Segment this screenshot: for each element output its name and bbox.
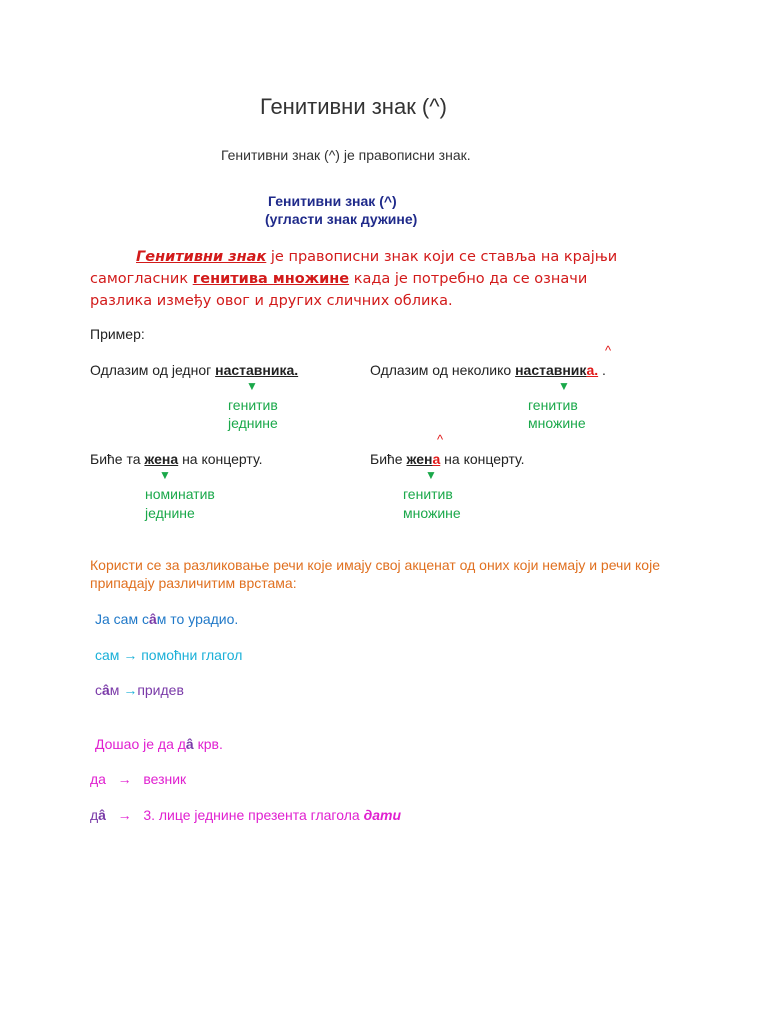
- heading-line1: Генитивни знак (^): [268, 193, 397, 209]
- down-triangle-icon: ▼: [246, 379, 258, 393]
- example-label: Пример:: [90, 326, 145, 342]
- down-triangle-icon: ▼: [425, 468, 437, 482]
- example2-left-label2: једнине: [145, 505, 195, 521]
- example2-right-label2: множине: [403, 505, 461, 521]
- heading-line2: (угласти знак дужине): [265, 211, 418, 227]
- down-triangle-icon: ▼: [159, 468, 171, 482]
- arrow-icon: →: [123, 682, 138, 698]
- da-line2: дâ → 3. лице једнине презента глагола дати: [90, 807, 402, 823]
- subtitle: Генитивни знак (^) је правописни знак.: [221, 147, 471, 163]
- example1-right-ending: а.: [586, 362, 599, 378]
- example1-right: Одлазим од неколико наставника. .: [370, 362, 606, 378]
- definition-term: Генитивни знак: [136, 249, 267, 265]
- sam-line1: сам → помоћни глагол: [95, 647, 243, 663]
- da-sentence: Дошао је да дâ крв.: [95, 736, 223, 752]
- example2-left-label1: номинатив: [145, 486, 215, 502]
- caret-mark: ^: [437, 432, 444, 447]
- da-line1: да → везник: [90, 771, 187, 787]
- example1-right-label2: множине: [528, 415, 586, 431]
- caret-mark: ^: [605, 343, 612, 358]
- arrow-icon: →: [123, 647, 138, 663]
- definition-part1: је правописни знак који се ставља на крајњи самогласник: [90, 249, 618, 287]
- example1-left-label1: генитив: [228, 397, 278, 413]
- example2-right-ending: а: [432, 451, 441, 467]
- example1-left-label2: једнине: [228, 415, 278, 431]
- sam-sentence: Ја сам сâм то урадио.: [95, 611, 239, 627]
- usage-paragraph: Користи се за разликовање речи које имају свој акценат од оних који немају и речи које припадају различитим врстама:: [90, 557, 660, 591]
- down-triangle-icon: ▼: [558, 379, 570, 393]
- arrow-icon: →: [117, 807, 132, 823]
- example1-left-word: наставника.: [215, 362, 299, 378]
- example1-right-label1: генитив: [528, 397, 578, 413]
- example2-right: Биће жена на концерту.: [370, 451, 525, 467]
- example2-left: Биће та жена на концерту.: [90, 451, 263, 467]
- example2-right-word: жен: [406, 451, 433, 467]
- page-title: Генитивни знак (^): [260, 94, 447, 119]
- arrow-icon: →: [117, 771, 132, 787]
- example1-left: Одлазим од једног наставника.: [90, 362, 299, 378]
- definition-term2: генитива множине: [192, 271, 350, 287]
- example2-right-label1: генитив: [403, 486, 453, 502]
- example2-left-word: жена: [144, 451, 179, 467]
- example1-right-word: наставник: [515, 362, 587, 378]
- definition-paragraph: [90, 246, 650, 312]
- definition-part2: када је потребно да се означи разлика између овог и других сличних облика.: [90, 271, 588, 309]
- sam-line2: сâм →придев: [95, 682, 184, 698]
